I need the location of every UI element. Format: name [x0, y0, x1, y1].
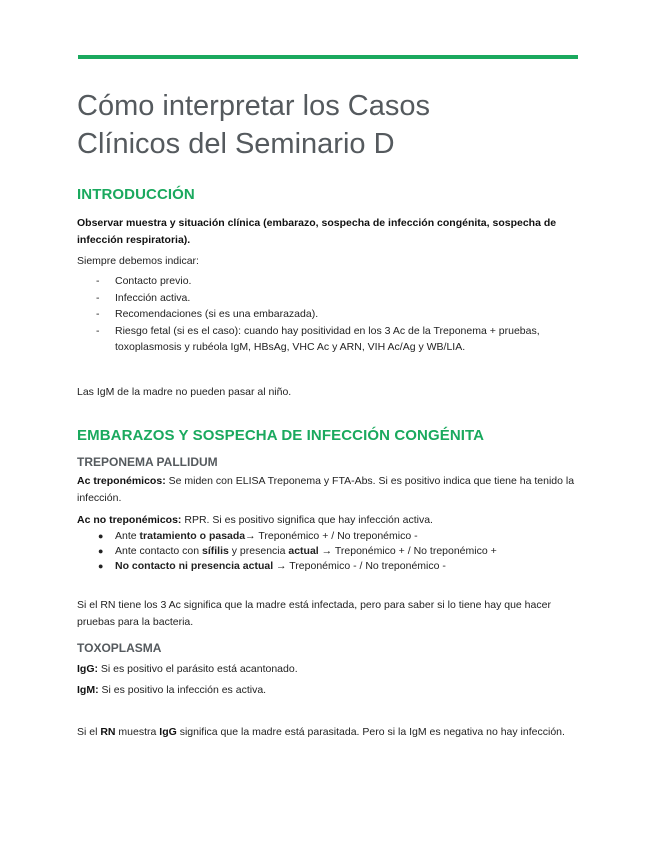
igm-label: IgM:: [77, 684, 99, 696]
top-divider: [78, 55, 578, 59]
no-treponemicos-paragraph: [77, 512, 577, 529]
treponemicos-label: Ac treponémicos:: [77, 475, 166, 487]
heading-congenita: EMBARAZOS Y SOSPECHA DE INFECCIÓN CONGÉNITA: [77, 427, 485, 444]
treponema-note: Si el RN tiene los 3 Ac significa que la madre está infectada, pero para saber si lo tiene hay que hacer pruebas para la bacteria.: [77, 599, 551, 628]
list-item: ● Ante tratamiento o pasada→ Treponémico + / No treponémico -: [98, 530, 418, 542]
list-item: - Contacto previo.: [96, 275, 192, 287]
intro-note: Las IgM de la madre no pueden pasar al niño.: [77, 386, 292, 398]
title-line-1: Cómo interpretar los Casos: [77, 90, 430, 122]
intro-lead-text: Observar muestra y situación clínica (embarazo, sospecha de infección congénita, sospecha de infección respiratoria).: [77, 217, 557, 246]
list-item: ● Ante contacto con sífilis y presencia actual → Treponémico + / No treponémico +: [98, 545, 497, 557]
title-line-2: Clínicos del Seminario D: [77, 128, 395, 160]
intro-lead: [77, 215, 577, 249]
list-item: - Recomendaciones (si es una embarazada).: [96, 308, 319, 320]
page-title: [77, 87, 587, 163]
list-item: - Infección activa.: [96, 291, 191, 304]
intro-always: Siempre debemos indicar:: [77, 255, 199, 267]
heading-introduccion: INTRODUCCIÓN: [77, 186, 195, 203]
heading-treponema: TREPONEMA PALLIDUM: [77, 455, 218, 469]
igg-label: IgG:: [77, 663, 98, 675]
igm-text: Si es positivo la infección es activa.: [98, 684, 267, 696]
intro-list: [77, 273, 577, 356]
igg-text: Si es positivo el parásito está acantonado.: [98, 663, 298, 675]
toxoplasma-note: Si el RN muestra IgG significa que la madre está parasitada. Pero si la IgM es negativa no hay infección.: [77, 726, 565, 738]
igg-paragraph: [77, 661, 577, 678]
treponemicos-paragraph: [77, 473, 577, 507]
no-treponemicos-label: Ac no treponémicos:: [77, 514, 182, 526]
treponemicos-text: Se miden con ELISA Treponema y FTA-Abs. Si es positivo indica que tiene ha tenido la infección.: [77, 475, 575, 504]
no-treponemicos-text: RPR. Si es positivo significa que hay infección activa.: [181, 514, 433, 526]
list-item: ● No contacto ni presencia actual → Treponémico - / No treponémico -: [98, 560, 446, 572]
treponema-bullets: [77, 529, 577, 574]
list-item: - Riesgo fetal (si es el caso): cuando hay positividad en los 3 Ac de la Treponema + pruebas, toxoplasmosis y rubéola IgM, HBsAg, VHC Ac y ARN, VIH Ac/Ag y WB/LIA.: [96, 324, 540, 353]
heading-toxoplasma: TOXOPLASMA: [77, 641, 162, 655]
igm-paragraph: [77, 682, 577, 699]
